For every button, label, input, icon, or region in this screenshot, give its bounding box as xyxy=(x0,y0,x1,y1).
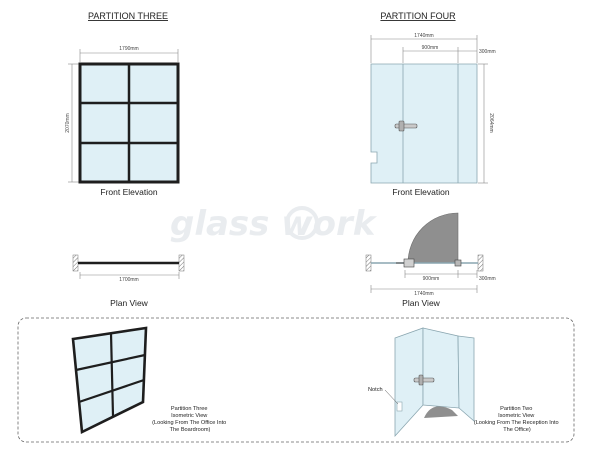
p4-plan-side-dim-label: 300mm xyxy=(479,276,496,282)
p3-iso-caption: Partition Three Isometric View (Looking From The Office Into The Boardroom) xyxy=(152,406,227,433)
p4-door-dim-label: 900mm xyxy=(421,45,439,51)
watermark: glass work xyxy=(170,204,376,244)
p3-isometric-view xyxy=(73,328,146,432)
p3-plan-view-label: Plan View xyxy=(110,298,148,308)
door-swing-arc xyxy=(408,213,458,263)
p3-front-elevation xyxy=(80,64,178,182)
p4-plan-door-dim-label: 900mm xyxy=(422,276,440,282)
partition-four-title: PARTITION FOUR xyxy=(380,11,456,21)
p4-plan-view-label: Plan View xyxy=(402,298,440,308)
p4-plan-view xyxy=(366,213,483,271)
p3-plan-dim-label: 1700mm xyxy=(119,277,139,283)
p4-isometric-view xyxy=(395,328,474,436)
p4-iso-notch xyxy=(397,402,402,411)
p4-iso-door-shadow xyxy=(424,406,458,418)
p4-height-label: 2064mm xyxy=(488,113,494,133)
p3-front-elevation-label: Front Elevation xyxy=(100,187,158,197)
p3-width-label: 1790mm xyxy=(119,46,139,52)
notch-label: Notch xyxy=(368,387,383,393)
p4-height-dimension xyxy=(478,64,488,183)
p3-plan-view xyxy=(73,255,184,279)
partition-three-title: PARTITION THREE xyxy=(87,11,169,21)
p4-side-dim-label: 300mm xyxy=(479,49,496,55)
p4-front-elevation-label: Front Elevation xyxy=(392,187,450,197)
p3-height-label: 2070mm xyxy=(65,113,71,133)
p4-plan-overall-dim-label: 1740mm xyxy=(414,291,434,297)
p4-iso-caption: Partition Two Isometric View (Looking From The Reception Into The Office) xyxy=(473,406,559,433)
p4-front-elevation xyxy=(371,64,477,183)
p4-overall-dim-label: 1740mm xyxy=(414,33,434,39)
